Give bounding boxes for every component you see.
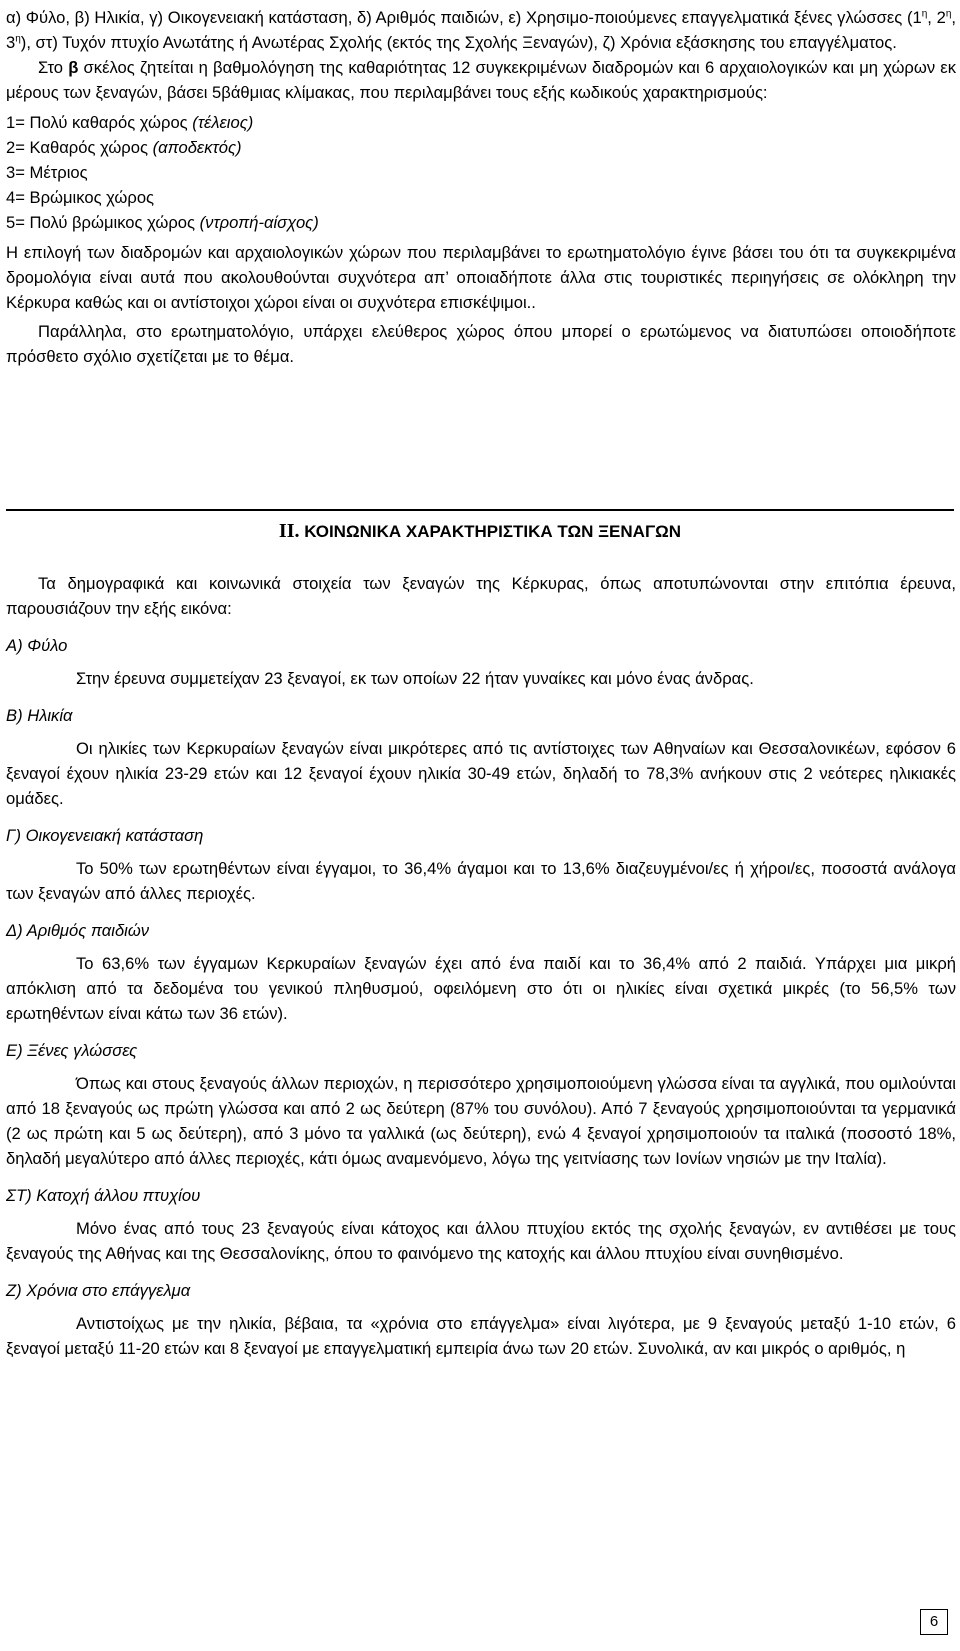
subsection-heading: ΣΤ) Κατοχή άλλου πτυχίου — [6, 1186, 201, 1205]
scale-item — [6, 110, 956, 135]
page-number: 6 — [920, 1609, 948, 1635]
scale-item — [6, 160, 956, 185]
subsection-heading: Ζ) Χρόνια στο επάγγελμα — [6, 1281, 191, 1300]
scale-item — [6, 185, 956, 210]
superscript: η — [921, 8, 928, 20]
subsection-children — [6, 918, 956, 1026]
subsection-gender — [6, 633, 956, 691]
subsection-text: Αντιστοίχως με την ηλικία, βέβαια, τα «χρόνια στο επάγγελμα» είναι λιγότερα, με 9 ξεναγούς μεταξύ 1-10 ετών, 6 ξεναγοί μεταξύ 11-20 ετών και 8 ξεναγοί με επαγγελματική εμπειρία άνω των 20 ετών. Συνολικά, αν και μικρός ο αριθμός, η — [6, 1314, 956, 1358]
subsection-years-in-profession — [6, 1278, 956, 1361]
bold-letter: β — [68, 58, 79, 77]
scale-note: (τέλειος) — [192, 113, 254, 132]
subsection-heading: Δ) Αριθμός παιδιών — [6, 921, 150, 940]
scale-label: 4= Βρώμικος χώρος — [6, 188, 155, 207]
rating-scale-list — [6, 110, 956, 235]
section-lead-paragraph: Τα δημογραφικά και κοινωνικά στοιχεία των ξεναγών της Κέρκυρας, όπως αποτυπώνονται στην επιτόπια έρευνα, παρουσιάζουν την εξής εικόνα: — [6, 574, 956, 618]
section-title: ΚΟΙΝΩΝΙΚΑ ΧΑΡΑΚΤΗΡΙΣΤΙΚΑ ΤΩΝ ΞΕΝΑΓΩΝ — [299, 522, 682, 541]
scale-label: 5= Πολύ βρώμικος χώρος — [6, 213, 200, 232]
document-page — [6, 0, 956, 369]
scale-description-paragraph — [6, 55, 956, 105]
subsection-marital-status — [6, 823, 956, 906]
subsection-text: Το 50% των ερωτηθέντων είναι έγγαμοι, το 36,4% άγαμοι και το 13,6% διαζευγμένοι/ες ή χήροι/ες, ποσοστά ανάλογα των ξεναγών από άλλες περιοχές. — [6, 859, 956, 903]
intro-text: ), στ) Τυχόν πτυχίο Ανωτάτης ή Ανωτέρας Σχολής (εκτός της Σχολής Ξεναγών), ζ) Χρόνια εξάσκησης του επαγγέλματος. — [20, 33, 897, 52]
scale-label: 3= Μέτριος — [6, 163, 88, 182]
intro-paragraph — [6, 0, 956, 55]
intro-text: , 2 — [927, 8, 946, 27]
intro-text: α) Φύλο, β) Ηλικία, γ) Οικογενειακή κατάσταση, δ) Αριθμός παιδιών, ε) Χρησιμο-ποιούμενες επαγγελματικά ξένες γλώσσες (1 — [6, 8, 922, 27]
subsection-languages — [6, 1038, 956, 1171]
subsection-other-degree — [6, 1183, 956, 1266]
subsection-text: Το 63,6% των έγγαμων Κερκυραίων ξεναγών έχει από ένα παιδί και το 36,4% από 2 παιδιά. Υπάρχει μια μικρή απόκλιση από τα δεδομένα του γενικού πληθυσμού, οφειλόμενη στο ότι οι ηλικίες είναι σχετικά μικρές (το 56,5% των ερωτηθέντων είναι κάτω των 36 ετών). — [6, 954, 956, 1023]
subsection-text: Στην έρευνα συμμετείχαν 23 ξεναγοί, εκ των οποίων 22 ήταν γυναίκες και μόνο ένας άνδρας. — [76, 669, 754, 688]
scale-item — [6, 135, 956, 160]
superscript: η — [945, 8, 952, 20]
subsection-heading: Γ) Οικογενειακή κατάσταση — [6, 826, 204, 845]
subsection-text: Μόνο ένας από τους 23 ξεναγούς είναι κάτοχος και άλλου πτυχίου εκτός της σχολής ξεναγών, εν αντιθέσει με τους ξεναγούς της Αθήνας και της Θεσσαλονίκης, όπου το φαινόμενο της κατοχής και άλλου πτυχίου είναι συνηθισμένο. — [6, 1219, 956, 1263]
scale-note: (αποδεκτός) — [152, 138, 242, 157]
subsection-text: Όπως και στους ξεναγούς άλλων περιοχών, η περισσότερο χρησιμοποιούμενη γλώσσα είναι τα αγγλικά, που ομιλούνται από 18 ξεναγούς ως πρώτη γλώσσα και από 2 ως δεύτερη (87% του συνόλου). Από 7 ξεναγούς χρησιμοποιούνται τα γερμανικά (2 ως πρώτη και 5 ως δεύτερη), από 3 μόνο τα γαλλικά (ως δεύτερη), ενώ 4 ξεναγοί χρησιμοποιούν τα ιταλικά (ποσοστό 18%, δηλαδή μεγαλύτερο από άλλες περιοχές, κάτι όμως αναμενόμενο, λόγω της γειτνίασης των Ιονίων νησιών με την Ιταλία). — [6, 1074, 956, 1168]
section-divider — [6, 509, 954, 511]
paragraph-text: σκέλος ζητείται η βαθμολόγηση της καθαριότητας 12 συγκεκριμένων διαδρομών και 6 αρχαιολογικών και μη χώρων εκ μέρους των ξεναγών, βάσει 5βάθμιας κλίμακας, που περιλαμβάνει τους εξής κωδικούς χαρακτηρισμούς: — [6, 58, 957, 102]
scale-item — [6, 210, 956, 235]
superscript: η — [15, 33, 21, 45]
subsection-heading: Ε) Ξένες γλώσσες — [6, 1041, 138, 1060]
intro-text: , 3 — [6, 8, 956, 52]
scale-label: 1= Πολύ καθαρός χώρος — [6, 113, 193, 132]
section-number: II. — [278, 520, 300, 542]
paragraph-text: Στο — [38, 58, 69, 77]
scale-note: (ντροπή-αίσχος) — [199, 213, 319, 232]
section-body — [6, 571, 956, 1361]
free-comment-paragraph: Παράλληλα, στο ερωτηματολόγιο, υπάρχει ελεύθερος χώρος όπου μπορεί ο ερωτώμενος να διατυπώσει οποιοδήποτε πρόσθετο σχόλιο σχετίζεται με το θέμα. — [6, 322, 956, 366]
scale-label: 2= Καθαρός χώρος — [6, 138, 153, 157]
route-selection-paragraph: Η επιλογή των διαδρομών και αρχαιολογικών χώρων που περιλαμβάνει το ερωτηματολόγιο έγινε βάσει του ότι τα συγκεκριμένα δρομολόγια είναι αυτά που ακολουθούνται συχνότερα απ’ οποιαδήποτε άλλα στις τουριστικές περιηγήσεις σε ολόκληρη την Κέρκυρα καθώς και οι αντίστοιχοι χώροι είναι οι συχνότερα επισκέψιμοι.. — [6, 243, 956, 312]
subsection-heading: Β) Ηλικία — [6, 706, 73, 725]
subsection-heading: Α) Φύλο — [6, 636, 68, 655]
section-heading — [0, 520, 960, 543]
subsection-text: Οι ηλικίες των Κερκυραίων ξεναγών είναι μικρότερες από τις αντίστοιχες των Αθηναίων και Θεσσαλονικέων, εφόσον 6 ξεναγοί έχουν ηλικία 23-29 ετών και 12 ξεναγοί έχουν ηλικία 30-49 ετών, δηλαδή το 78,3% ανήκουν στις 2 νεότερες ηλικιακές ομάδες. — [6, 739, 956, 808]
subsection-age — [6, 703, 956, 811]
